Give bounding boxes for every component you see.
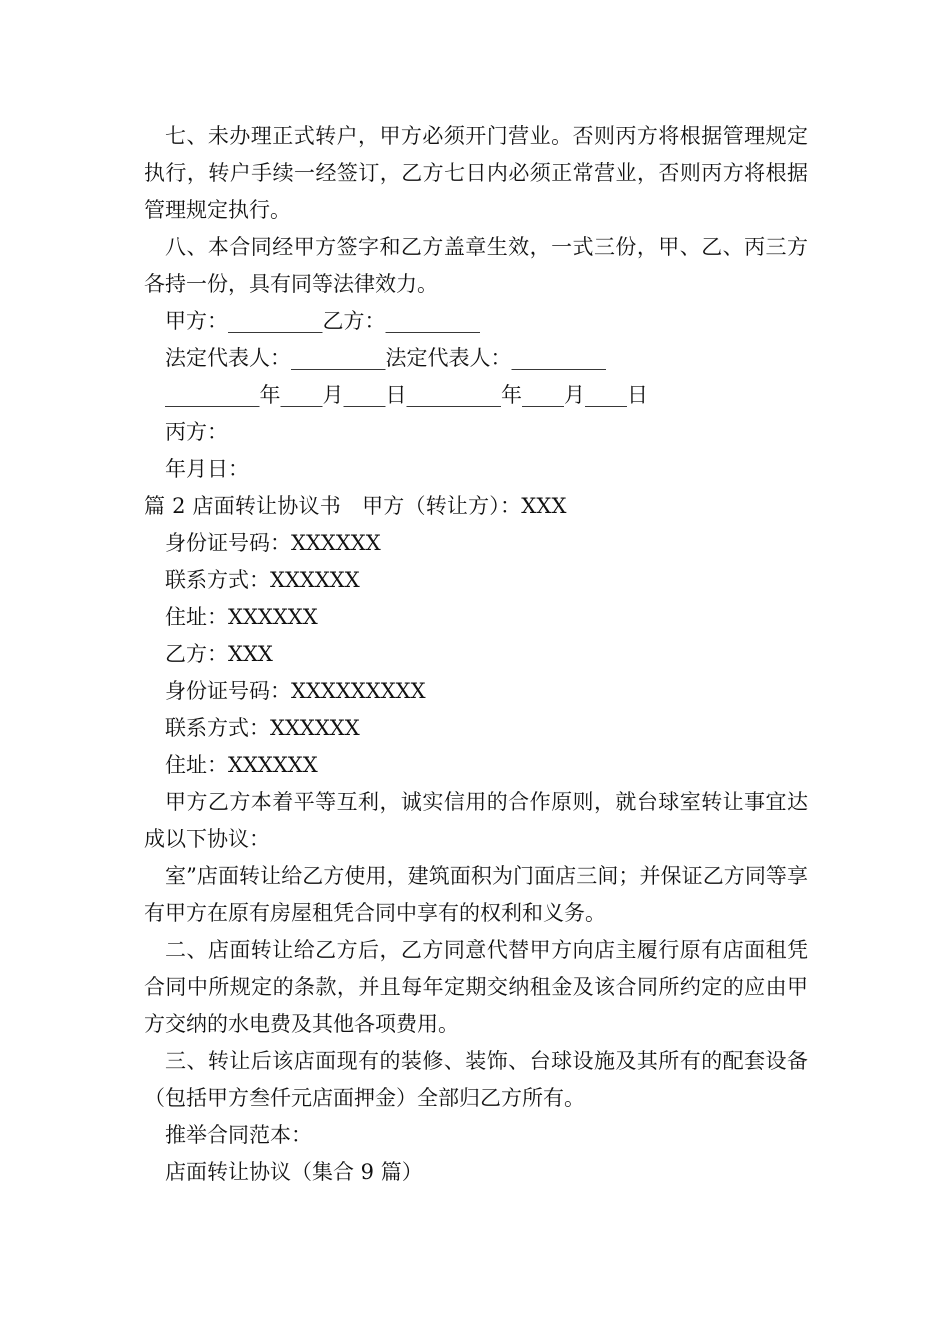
party-a-contact: 联系方式：XXXXXX bbox=[165, 568, 360, 592]
clause-eight: 八、本合同经甲方签字和乙方盖章生效，一式三份，甲、乙、丙三方各持一份，具有同等法律效力。 bbox=[144, 235, 808, 296]
recommended-template-title: 店面转让协议（集合 9 篇） bbox=[165, 1160, 423, 1184]
signature-line-dates: _________年____月____日_________年____月____日 bbox=[165, 383, 648, 407]
clause-one-continuation: 室”店面转让给乙方使用，建筑面积为门面店三间；并保证乙方同等享有甲方在原有房屋租凭合同中享有的权利和义务。 bbox=[144, 864, 808, 925]
date-line: 年月日： bbox=[165, 457, 249, 481]
party-b-contact: 联系方式：XXXXXX bbox=[165, 716, 360, 740]
party-b-name: 乙方：XXX bbox=[165, 642, 273, 666]
party-b-address: 住址：XXXXXX bbox=[165, 753, 318, 777]
party-a-id: 身份证号码：XXXXXX bbox=[165, 531, 381, 555]
document-body bbox=[144, 118, 808, 1191]
clause-seven: 七、未办理正式转户，甲方必须开门营业。否则丙方将根据管理规定执行，转户手续一经签订，乙方七日内必须正常营业，否则丙方将根据管理规定执行。 bbox=[144, 124, 808, 222]
agreement-intro: 甲方乙方本着平等互利，诚实信用的合作原则，就台球室转让事宜达成以下协议： bbox=[144, 790, 808, 851]
signature-line-parties: 甲方：_________乙方：_________ bbox=[165, 309, 480, 333]
signature-line-representatives: 法定代表人：_________法定代表人：_________ bbox=[165, 346, 606, 370]
party-a-address: 住址：XXXXXX bbox=[165, 605, 318, 629]
party-c-line: 丙方： bbox=[165, 420, 228, 444]
recommended-templates-label: 推举合同范本： bbox=[165, 1123, 312, 1147]
clause-three: 三、转让后该店面现有的装修、装饰、台球设施及其所有的配套设备（包括甲方叁仟元店面押金）全部归乙方所有。 bbox=[144, 1049, 808, 1110]
party-b-id: 身份证号码：XXXXXXXXX bbox=[165, 679, 426, 703]
section-two-heading: 篇 2 店面转让协议书 甲方（转让方）：XXX bbox=[144, 494, 567, 518]
clause-two: 二、店面转让给乙方后，乙方同意代替甲方向店主履行原有店面租凭合同中所规定的条款，并且每年定期交纳租金及该合同所约定的应由甲方交纳的水电费及其他各项费用。 bbox=[144, 938, 808, 1036]
